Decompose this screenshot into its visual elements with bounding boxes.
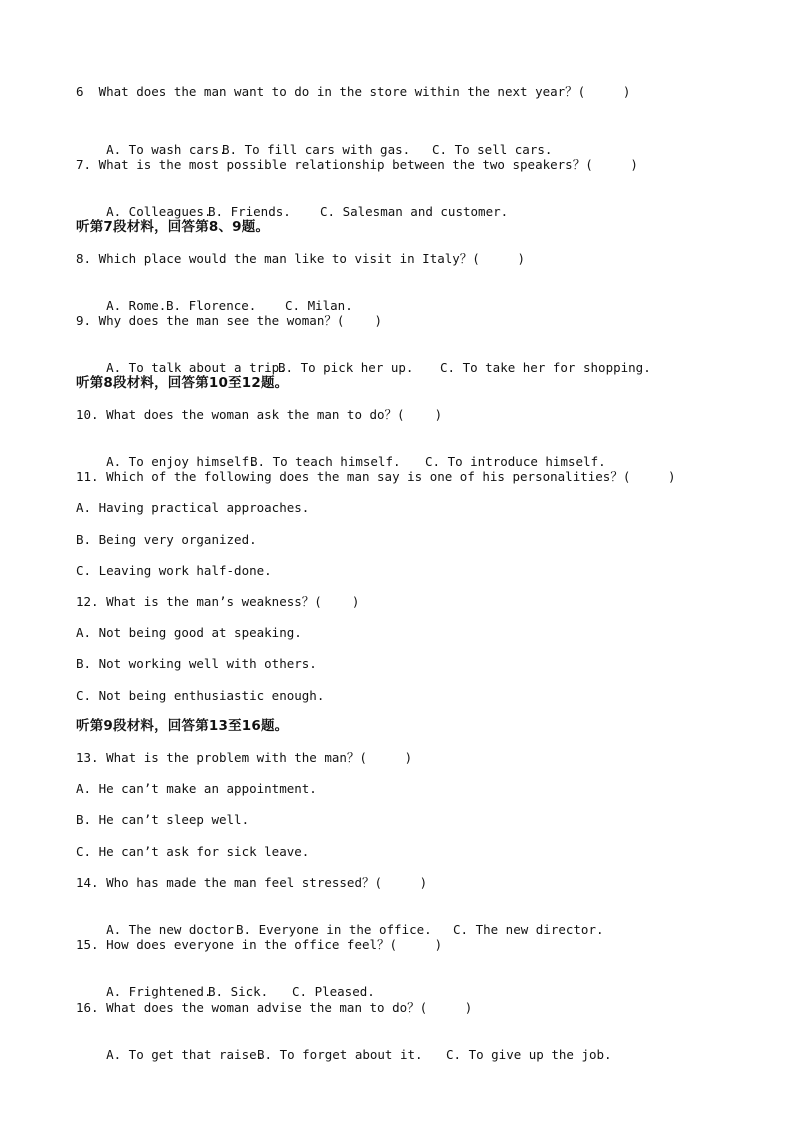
option-14a: A. The new doctor.	[106, 922, 242, 937]
question-9: 9. Why does the man see the woman？( )	[76, 313, 382, 328]
option-7b: B. Friends.	[208, 204, 291, 219]
option-10c: C. To introduce himself.	[425, 454, 606, 469]
option-13a: A. He can’t make an appointment.	[76, 781, 317, 796]
option-9a: A. To talk about a trip.	[106, 360, 287, 375]
option-6b: B. To fill cars with gas.	[222, 142, 411, 157]
option-9b: B. To pick her up.	[278, 360, 414, 375]
option-11c: C. Leaving work half-done.	[76, 563, 272, 578]
option-10b: B. To teach himself.	[250, 454, 401, 469]
option-6a: A. To wash cars.	[106, 142, 227, 157]
option-12b: B. Not working well with others.	[76, 656, 317, 671]
option-9c: C. To take her for shopping.	[440, 360, 651, 375]
option-8c: C. Milan.	[285, 298, 353, 313]
question-12: 12. What is the man’s weakness？( )	[76, 594, 360, 609]
question-7: 7. What is the most possible relationship between the two speakers？( )	[76, 157, 638, 172]
option-10a: A. To enjoy himself.	[106, 454, 257, 469]
question-8: 8. Which place would the man like to visit in Italy？( )	[76, 251, 525, 266]
option-13c: C. He can’t ask for sick leave.	[76, 844, 310, 859]
option-8a: A. Rome.	[106, 298, 167, 313]
option-15b: B. Sick.	[208, 984, 269, 999]
option-16c: C. To give up the job.	[446, 1047, 612, 1062]
question-16: 16. What does the woman advise the man to do？( )	[76, 1000, 473, 1015]
option-12c: C. Not being enthusiastic enough.	[76, 688, 325, 703]
question-11: 11. Which of the following does the man say is one of his personalities？( )	[76, 469, 676, 484]
option-15c: C. Pleased.	[292, 984, 375, 999]
question-13: 13. What is the problem with the man？( )	[76, 750, 413, 765]
option-13b: B. He can’t sleep well.	[76, 812, 250, 827]
option-8b: B. Florence.	[166, 298, 257, 313]
option-11a: A. Having practical approaches.	[76, 500, 310, 515]
option-14b: B. Everyone in the office.	[236, 922, 432, 937]
section-heading-7: 听第7段材料，回答第8、9题。	[76, 219, 270, 235]
option-16a: A. To get that raise.	[106, 1047, 265, 1062]
question-10: 10. What does the woman ask the man to do？( )	[76, 407, 443, 422]
question-14: 14. Who has made the man feel stressed？( )	[76, 875, 428, 890]
question-6: 6 What does the man want to do in the store within the next year？( )	[76, 84, 631, 99]
options-16	[76, 1031, 612, 1079]
option-12a: A. Not being good at speaking.	[76, 625, 302, 640]
option-11b: B. Being very organized.	[76, 532, 257, 547]
section-heading-9: 听第9段材料，回答第13至16题。	[76, 718, 289, 734]
option-16b: B. To forget about it.	[257, 1047, 423, 1062]
option-14c: C. The new director.	[453, 922, 604, 937]
question-15: 15. How does everyone in the office feel？( )	[76, 937, 443, 952]
section-heading-8: 听第8段材料，回答第10至12题。	[76, 375, 289, 391]
option-7a: A. Colleagues.	[106, 204, 212, 219]
option-7c: C. Salesman and customer.	[320, 204, 509, 219]
option-15a: A. Frightened.	[106, 984, 212, 999]
option-6c: C. To sell cars.	[432, 142, 553, 157]
